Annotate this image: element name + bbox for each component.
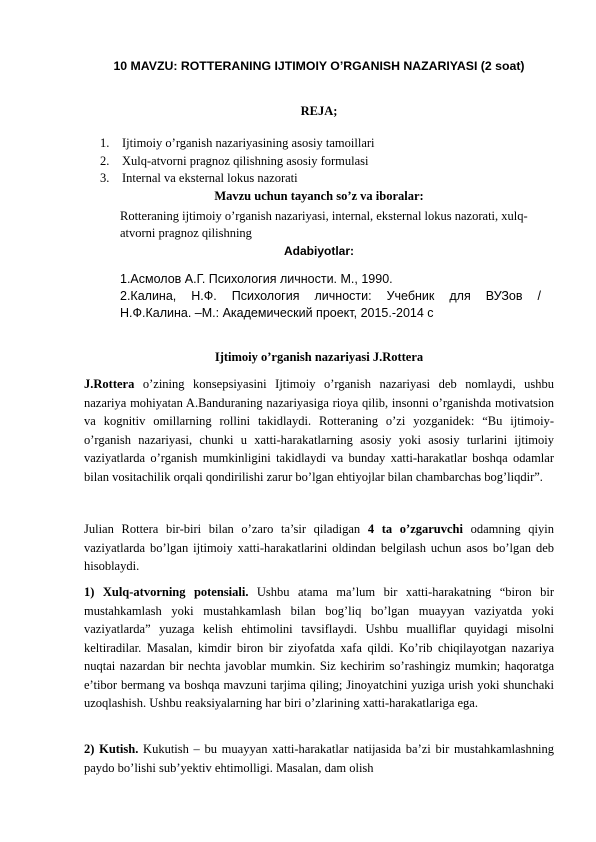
keywords-heading: Mavzu uchun tayanch so’z va iboralar: xyxy=(214,189,424,203)
literature-item-continued: Н.Ф.Калина. –М.: Академический проект, 2015.-2014 с xyxy=(120,306,434,320)
page-title: 10 MAVZU: ROTTERANING IJTIMOIY O’RGANISH NAZARIYASI (2 soat) xyxy=(113,59,525,73)
paragraph xyxy=(84,520,554,576)
paragraph-text: odamning qiyin vaziyatlarda bo’lgan ijtimoiy xatti-harakatlarini oldindan belgilash uchun asos bo’lgan deb hisoblaydi. xyxy=(84,522,554,573)
paragraph-emphasis: 4 ta o’zgaruvchi xyxy=(367,522,463,536)
list-item xyxy=(100,135,375,153)
paragraph xyxy=(84,375,554,486)
literature-heading: Adabiyotlar: xyxy=(283,244,354,258)
list-item xyxy=(100,153,375,171)
plan-list xyxy=(100,135,375,188)
paragraph-lead: 2) Kutish. xyxy=(84,742,139,756)
paragraph-lead: 1) Xulq-atvorning potensiali. xyxy=(84,585,249,599)
list-item xyxy=(100,170,375,188)
paragraph xyxy=(84,740,554,777)
paragraph-text: Kukutish – bu muayyan xatti-harakatlar natijasida ba’zi bir mustahkamlashning paydo bo’lishi sub’yektiv ehtimolligi. Masalan, dam olish xyxy=(84,742,554,775)
list-item-text: Xulq-atvorni pragnoz qilishning asosiy formulasi xyxy=(122,153,369,168)
keywords-text: Rotteraning ijtimoiy o’rganish nazariyasi, internal, eksternal lokus nazorati, xulq-atvorni pragnoz qilishning xyxy=(120,209,528,240)
literature-item: 1.Асмолов А.Г. Психология личности. М., 1990. xyxy=(120,272,393,286)
plan-heading: REJA; xyxy=(300,104,338,118)
paragraph-text: o’zining konsepsiyasini Ijtimoiy o’rganish nazariyasi deb nomlaydi, ushbu nazariya mohiyatan A.Banduraning nazariyasiga rioya qilib, insonni o’rganishda motivatsion va kognitiv omillarning rollini takidlaydi. Rotteraning o’zi yozganidek: “Bu ijtimoiy-o’rganish nazariyasi, chunki u xatti-harakatlarning asosiy yoki asosiy turlarini ijtimoiy vaziyatlarda o’rganish mumkinligini takidlaydi va bunday xatti-harakatlar boshqa odamlar bilan vositachilik orqali qondirilishi zarur bo’lgan ehtiyojlar bilan chambarchas bog’liqdir”. xyxy=(84,377,554,484)
literature-list xyxy=(120,271,541,322)
list-item-text: Ijtimoiy o’rganish nazariyasining asosiy tamoillari xyxy=(122,136,375,150)
literature-item: 2.Калина, Н.Ф. Психология личности: Учебник для ВУЗов / xyxy=(120,289,541,303)
list-item-text: Internal va eksternal lokus nazorati xyxy=(122,171,298,185)
list-item-number: 1. xyxy=(100,136,110,150)
paragraph xyxy=(84,583,554,713)
section-title: Ijtimoiy o’rganish nazariyasi J.Rottera xyxy=(214,350,424,364)
paragraph-text: Julian Rottera bir-biri bilan o’zaro ta’sir qiladigan xyxy=(84,522,368,536)
paragraph-text: Ushbu atama ma’lum bir xatti-harakatning “biron bir mustahkamlash yoki mustahkamlash bilan bog’liq bo’lgan muayyan vaziyatda yoki vaziyatlarda” yuzaga kelish ehtimolini tavsiflaydi. Ushbu mualliflar quyidagi misolni keltiradilar. Masalan, kimdir biron bir ziyofatda xafa qildi. Ko’rib chiqilayotgan nazariya nuqtai nazardan bir nechta javoblar mumkin. Siz kechirim so’rashingiz mumkin; haqoratga e’tibor bermang va boshqa mavzuni tarjima qiling; Jinoyatchini yuziga urish yoki shunchaki uzoqlashish. Ushbu reaksiyalarning har biri o’zlarining xatti-harakatlariga ega. xyxy=(84,585,554,710)
list-item-number: 3. xyxy=(100,171,110,185)
paragraph-lead: J.Rottera xyxy=(84,377,135,391)
list-item-number: 2. xyxy=(100,153,110,168)
